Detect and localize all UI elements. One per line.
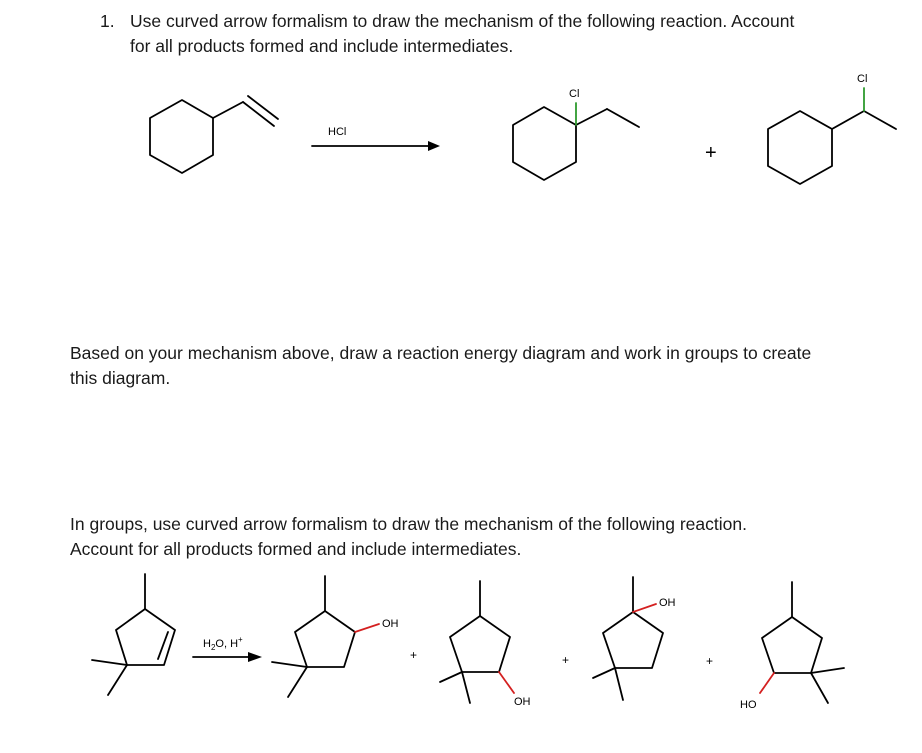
- question-1-line-2: for all products formed and include intermediates.: [130, 36, 514, 56]
- reactant-trimethylcyclopentene: [92, 574, 175, 695]
- plus-sign-1: +: [705, 142, 717, 164]
- plus-sign-4: +: [706, 654, 714, 668]
- hydroxyl-label-b: OH: [514, 696, 531, 708]
- chlorine-label-1: Cl: [569, 88, 580, 100]
- question-number: 1.: [100, 11, 115, 31]
- group-mechanism-line-1: In groups, use curved arrow formalism to draw the mechanism of the following reaction.: [70, 514, 747, 534]
- hydroxyl-label-a: OH: [382, 618, 399, 630]
- hydroxyl-label-d: HO: [740, 699, 757, 711]
- energy-diagram-line-1: Based on your mechanism above, draw a reaction energy diagram and work in groups to create: [70, 343, 812, 363]
- hydroxyl-label-c: OH: [659, 597, 676, 609]
- reagent-hcl: HCl: [328, 126, 347, 138]
- product-a-alcohol: [272, 576, 379, 697]
- reagent-water-acid: $H_2O$, H+: [203, 635, 243, 652]
- plus-sign-3: +: [562, 653, 570, 667]
- reaction-2-arrow: [193, 652, 262, 662]
- product-b-alcohol: [440, 581, 514, 703]
- product-c-alcohol: [593, 577, 663, 700]
- plus-sign-2: +: [410, 648, 418, 662]
- question-1-line-1: Use curved arrow formalism to draw the mechanism of the following reaction. Account: [130, 11, 795, 31]
- chlorine-label-2: Cl: [857, 73, 868, 85]
- product-d-alcohol: [760, 582, 844, 703]
- energy-diagram-line-2: this diagram.: [70, 368, 171, 388]
- group-mechanism-line-2: Account for all products formed and include intermediates.: [70, 539, 522, 559]
